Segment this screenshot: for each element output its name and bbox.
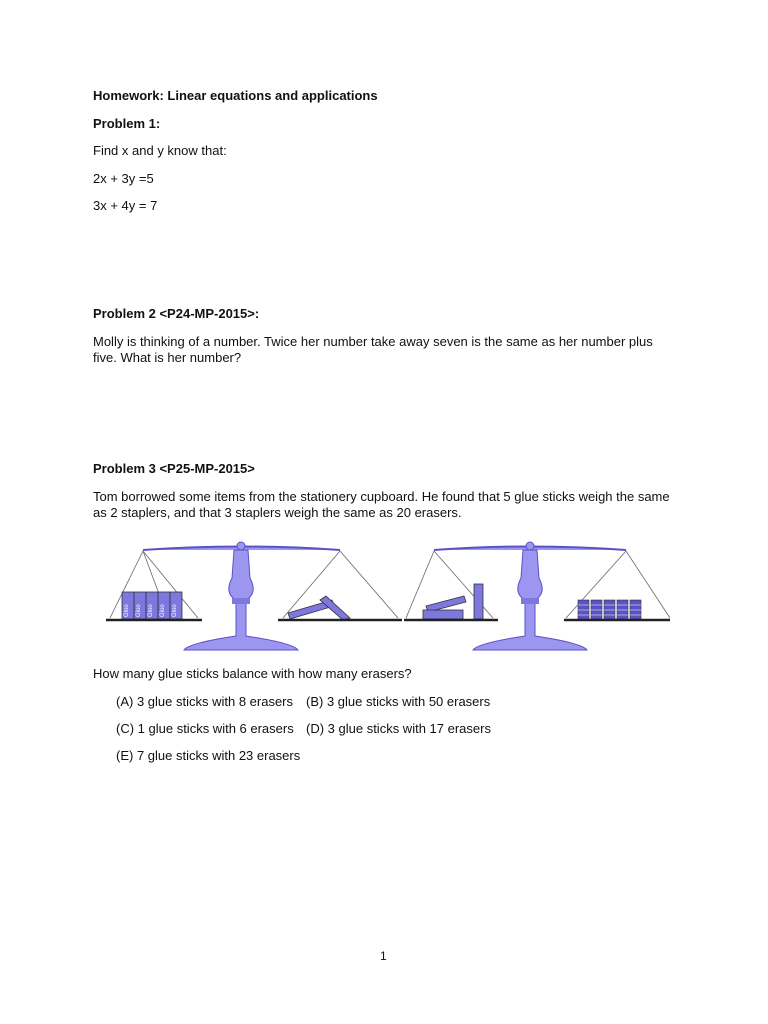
problem-2-heading: Problem 2 <P24-MP-2015>: — [93, 306, 260, 321]
scale-pivot — [526, 542, 534, 550]
problem-1-heading: Problem 1: — [93, 116, 161, 131]
problem-2-text: Molly is thinking of a number. Twice her number take away seven is the same as her number plus five. What is her number? — [93, 334, 653, 365]
stapler — [426, 596, 466, 612]
staplers-group — [423, 584, 483, 619]
eraser-stack — [604, 600, 615, 619]
eraser-stack — [617, 600, 628, 619]
glue-stick-label: Gloo — [172, 604, 178, 617]
glue-stick-label: Gloo — [124, 604, 130, 617]
staplers-group — [288, 596, 350, 620]
page-number: 1 — [380, 949, 387, 963]
option-a: (A) 3 glue sticks with 8 erasers — [116, 694, 294, 709]
problem-3-text: Tom borrowed some items from the stationery cupboard. He found that 5 glue sticks weigh the same as 2 staplers, and that 3 staplers weigh the same as 20 erasers. — [93, 489, 670, 520]
option-e: (E) 7 glue sticks with 23 erasers — [116, 748, 301, 763]
eraser-stack — [578, 600, 589, 619]
problem-1-prompt: Find x and y know that: — [93, 143, 227, 158]
stand-ring — [521, 598, 539, 604]
option-d: (D) 3 glue sticks with 17 erasers — [306, 721, 491, 736]
problem-3-question: How many glue sticks balance with how many erasers? — [93, 666, 412, 681]
option-b: (B) 3 glue sticks with 50 erasers — [306, 694, 491, 709]
glue-sticks-group — [122, 592, 182, 619]
glue-stick-label: Gloo — [160, 604, 166, 617]
problem-3-heading: Problem 3 <P25-MP-2015> — [93, 461, 255, 476]
eraser-stack — [630, 600, 641, 619]
glue-stick-label: Gloo — [136, 604, 142, 617]
left-balance-scale — [106, 542, 402, 650]
document-title: Homework: Linear equations and applications — [93, 88, 378, 103]
problem-1-equation-2: 3x + 4y = 7 — [93, 198, 158, 213]
problem-1-equation-1: 2x + 3y =5 — [93, 171, 154, 186]
right-balance-scale — [404, 542, 670, 650]
glue-stick-label: Gloo — [148, 604, 154, 617]
option-c: (C) 1 glue sticks with 6 erasers — [116, 721, 294, 736]
erasers-group — [578, 600, 641, 619]
scale-pivot — [237, 542, 245, 550]
stapler — [423, 610, 463, 619]
eraser-stack — [591, 600, 602, 619]
stand-ring — [232, 598, 250, 604]
balance-scales-illustration — [98, 538, 670, 656]
stapler — [474, 584, 483, 619]
